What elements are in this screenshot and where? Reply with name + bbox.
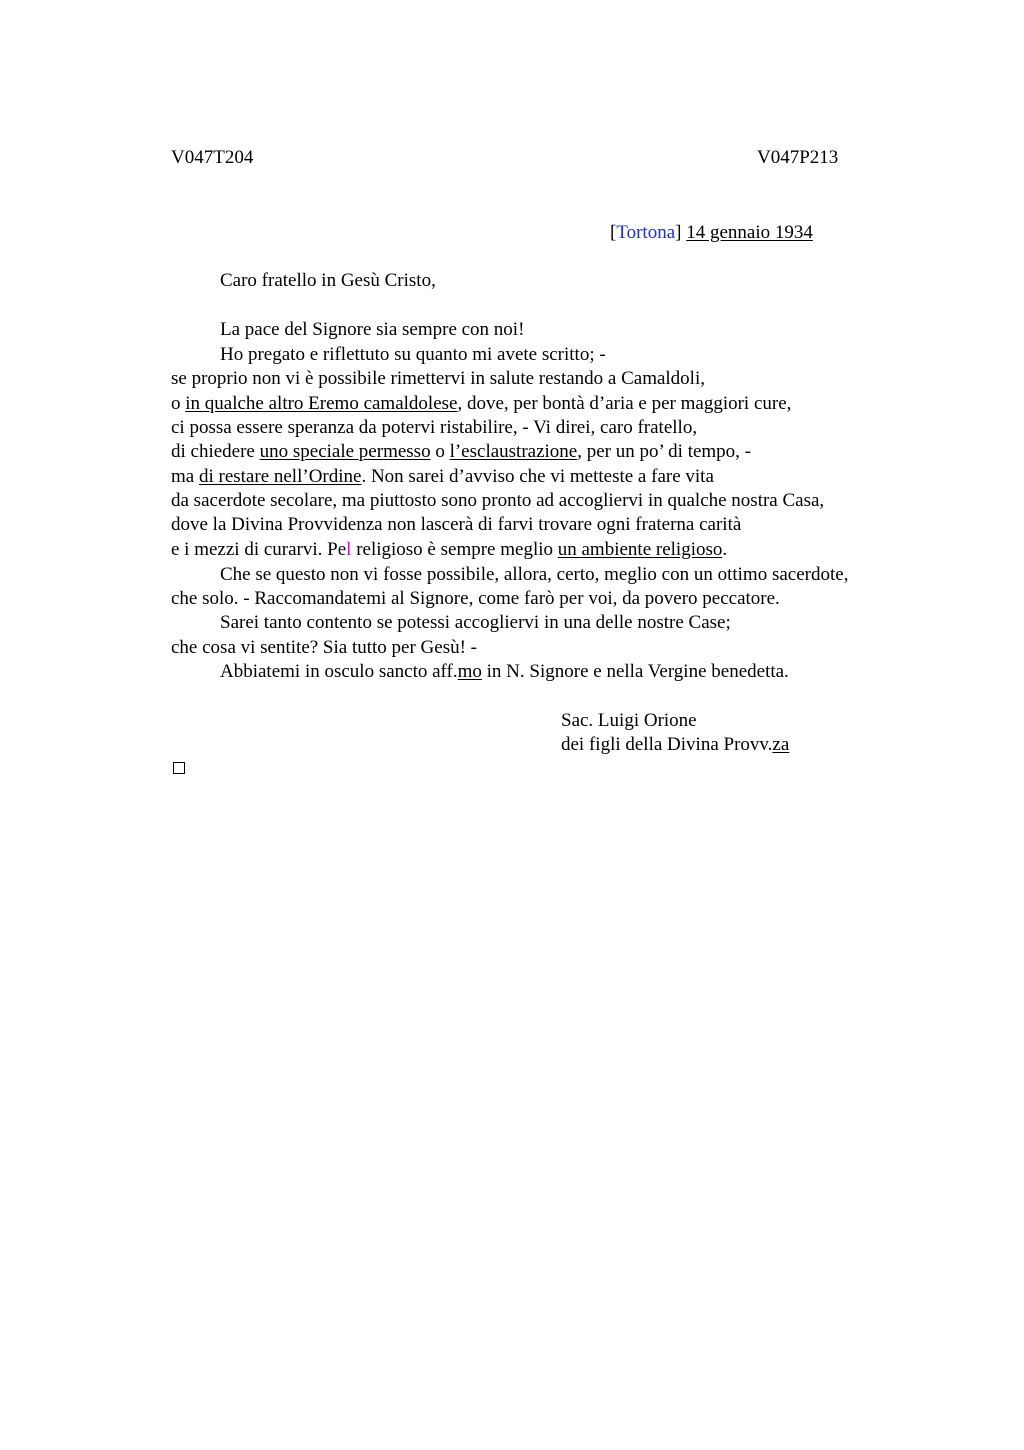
- document-code-left: V047T204: [171, 147, 254, 168]
- document-code-right: V047P213: [757, 147, 839, 168]
- text-segment: . Non sarei d’avviso che vi metteste a fare vita: [361, 466, 714, 487]
- body-line: se proprio non vi è possibile rimettervi in salute restando a Camaldoli,: [171, 368, 705, 389]
- checkbox-icon: [173, 762, 185, 774]
- body-line: [171, 538, 727, 562]
- body-line: [220, 660, 789, 684]
- text-segment: religioso è sempre meglio: [351, 539, 558, 560]
- text-segment: o: [171, 393, 186, 414]
- underlined-text: mo: [457, 661, 482, 682]
- body-line: [171, 392, 791, 416]
- underlined-text: un ambiente religioso: [557, 539, 723, 560]
- bracket-open: [: [610, 222, 617, 243]
- body-line: ci possa essere speranza da potervi ristabilire, - Vi direi, caro fratello,: [171, 417, 698, 438]
- bracket-close: ]: [675, 222, 682, 243]
- text-segment: , per un po’ di tempo, -: [577, 441, 752, 462]
- salutation: Caro fratello in Gesù Cristo,: [220, 270, 436, 291]
- text-segment: .: [722, 539, 728, 560]
- text-segment: o: [430, 441, 450, 462]
- text-segment: di chiedere: [171, 441, 260, 462]
- text-segment: Abbiatemi in osculo sancto aff.: [220, 661, 458, 682]
- underlined-text: za: [772, 734, 790, 755]
- body-line: che solo. - Raccomandatemi al Signore, come farò per voi, da povero peccatore.: [171, 588, 780, 609]
- text-segment: , dove, per bontà d’aria e per maggiori cure,: [457, 393, 792, 414]
- body-line: La pace del Signore sia sempre con noi!: [220, 319, 525, 340]
- highlighted-letter: l: [346, 539, 352, 560]
- underlined-text: di restare nell’Ordine: [198, 466, 362, 487]
- body-line: Ho pregato e riflettuto su quanto mi avete scritto; -: [220, 344, 606, 365]
- signature-name: Sac. Luigi Orione: [561, 710, 697, 731]
- text-segment: e i mezzi di curarvi. Pe: [171, 539, 347, 560]
- text-segment: ma: [171, 466, 199, 487]
- body-line: Sarei tanto contento se potessi accogliervi in una delle nostre Case;: [220, 612, 731, 633]
- body-line: Che se questo non vi fosse possibile, allora, certo, meglio con un ottimo sacerdote,: [220, 564, 849, 585]
- place-name: Tortona: [616, 222, 676, 243]
- text-segment: in N. Signore e nella Vergine benedetta.: [481, 661, 789, 682]
- underlined-text: in qualche altro Eremo camaldolese: [185, 393, 458, 414]
- text-segment: dei figli della Divina Provv.: [561, 734, 773, 755]
- underlined-text: uno speciale permesso: [259, 441, 431, 462]
- body-line: che cosa vi sentite? Sia tutto per Gesù! -: [171, 637, 478, 658]
- body-line: [171, 440, 751, 464]
- body-line: dove la Divina Provvidenza non lascerà di farvi trovare ogni fraterna carità: [171, 514, 742, 535]
- underlined-text: l’esclaustrazione: [449, 441, 578, 462]
- body-line: [171, 465, 714, 489]
- letter-date: 14 gennaio 1934: [686, 222, 813, 243]
- body-line: da sacerdote secolare, ma piuttosto sono pronto ad accogliervi in qualche nostra Casa,: [171, 490, 825, 511]
- date-line: [610, 221, 813, 245]
- signature-title: [561, 733, 789, 757]
